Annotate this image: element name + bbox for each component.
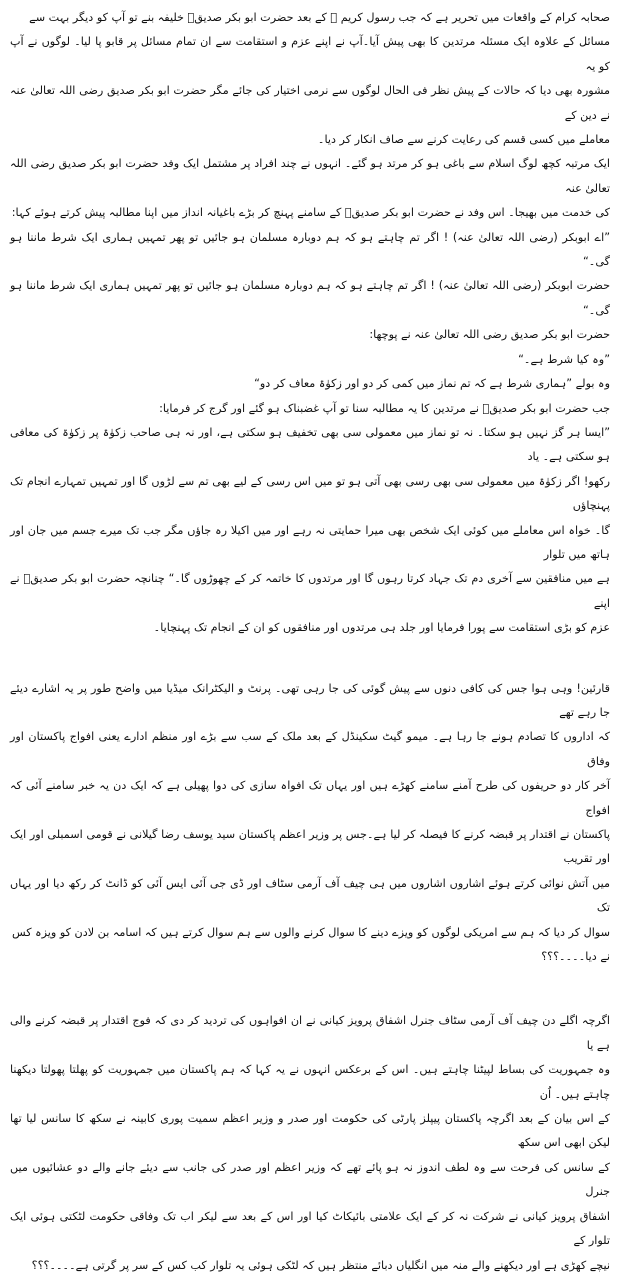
- paragraph-spacer: [10, 641, 610, 677]
- text-line: اگرچہ اگلے دن چیف آف آرمی سٹاف جنرل اشفاق پرویز کیانی نے ان افواہوں کی تردید کر دی کہ فوج اقتدار پر قبضہ کرنے والی ہے یا: [10, 1014, 610, 1052]
- text-line: مشورہ بھی دیا کہ حالات کے پیش نظر فی الحال لوگوں سے نرمی اختیار کی جائے مگر حضرت ابو بکر صدیق رضی اللہ تعالیٰ عنہ نے دین کے: [10, 84, 610, 122]
- text-line: صحابہ کرام کے واقعات میں تحریر ہے کہ جب رسول کریم ﷺ کے بعد حضرت ابو بکر صدیقؓ خلیفہ بنے تو آپ کو دیگر بہت سے: [29, 11, 610, 24]
- text-line: ہے میں منافقین سے آخری دم تک جہاد کرتا رہوں گا اور مرتدوں کا خاتمہ کر کے چھوڑوں گا۔“ چنانچہ حضرت ابو بکر صدیقؓ نے اپنے: [10, 572, 610, 610]
- text-line: کے سانس کی فرحت سے وہ لطف اندوز نہ ہو پائے تھے کہ وزیر اعظم اور صدر کی جانب سے دیئے جانے والے دو عشائیوں میں جنرل: [10, 1160, 610, 1199]
- paragraph-readers-note: [10, 677, 610, 970]
- text-line: قارئین! وہی ہوا جس کی کافی دنوں سے پیش گوئی کی جا رہی تھی۔ پرنٹ و الیکٹرانک میڈیا میں واضح طور پر یہ اشارے دیئے جا رہے تھے: [10, 681, 610, 719]
- text-line: کی خدمت میں بھیجا۔ اس وفد نے حضرت ابو بکر صدیقؓ کے سامنے پہنچ کر بڑے باغیانہ انداز میں اپنا مطالبہ پیش کرتے ہوئے کہا:: [11, 206, 610, 220]
- quote-line: ”ایسا ہر گز نہیں ہو سکتا۔ نہ تو نماز میں معمولی سی بھی تخفیف ہو سکتی ہے، اور نہ ہی صاحب زکوٰۃ پر زکوٰۃ کی معافی ہو سکتی ہے۔ یاد: [10, 425, 610, 464]
- text-line: اشفاق پرویز کیانی نے شرکت نہ کر کے ایک علامتی بائیکاٹ کیا اور اس کے بعد سے لیکر اب تک وفاقی حکومت لٹکتی ہوئی ایک تلوار کے: [10, 1209, 610, 1248]
- paragraph-spacer: [10, 969, 610, 1009]
- text-line: وہ جمہوریت کی بساط لپیٹنا چاہتے ہیں۔ اس کے برعکس انہوں نے یہ کہا کہ ہم پاکستان میں جمہوریت کو پھلتا پھولتا دیکھنا چاہتے ہیں۔ اُن: [10, 1063, 610, 1101]
- text-line: آخر کار دو حریفوں کی طرح آمنے سامنے کھڑے ہیں اور یہاں تک افواہ سازی کی دوا پھیلی ہے کہ ایک دن یہ خبر سامنے آئی کہ افواج: [10, 779, 610, 817]
- text-line: ایک مرتبہ کچھ لوگ اسلام سے باغی ہو کر مرتد ہو گئے۔ انہوں نے چند افراد پر مشتمل ایک وفد حضرت ابو بکر صدیق رضی اللہ تعالیٰ عنہ: [10, 157, 610, 195]
- text-line: معاملے میں کسی قسم کی رعایت کرنے سے صاف انکار کر دیا۔: [317, 133, 610, 147]
- text-line: نے دیا۔۔۔۔؟؟؟: [541, 950, 610, 964]
- text-line: عزم کو بڑی استقامت سے پورا فرمایا اور جلد ہی مرتدوں اور منافقوں کو ان کے انجام تک پہنچایا۔: [153, 621, 610, 635]
- text-line: کے اس بیان کے بعد اگرچہ پاکستان پیپلز پارٹی کی حکومت اور صدر و وزیر اعظم سمیت پوری کابینہ نے سکھ کا سانس لیا تھا لیکن ابھی اس سکھ: [10, 1112, 610, 1150]
- text-line: جب حضرت ابو بکر صدیقؓ نے مرتدین کا یہ مطالبہ سنا تو آپ غضبناک ہو گئے اور گرج کر فرمایا:: [159, 401, 610, 415]
- text-line: وہ بولے ”ہماری شرط ہے کہ تم نماز میں کمی کر دو اور زکوٰۃ معاف کر دو“: [254, 377, 610, 391]
- quote-line: ”وہ کیا شرط ہے۔“: [518, 352, 610, 366]
- text-line: سوال کر دیا کہ ہم سے امریکی لوگوں کو ویزے دینے کا سوال کرنے والوں سے ہم سوال کرتے ہیں کہ اسامہ بن لادن کو ویزہ کس: [11, 925, 610, 939]
- text-line: حضرت ابوبکر (رضی اللہ تعالیٰ عنہ) ! اگر تم چاہتے ہو کہ ہم دوبارہ مسلمان ہو جائیں تو پھر تمہیں ہماری ایک شرط ماننا ہو گی۔“: [10, 279, 610, 317]
- text-line: میں آتش نوائی کرتے ہوئے اشاروں اشاروں میں ہی چیف آف آرمی سٹاف اور ڈی جی آئی ایس آئی کو ڈانٹ کر رکھ دیا اور یہاں تک: [10, 876, 610, 915]
- text-line: نیچے کھڑی ہے اور دیکھنے والے منہ میں انگلیاں دبائے منتظر ہیں کہ لٹکی ہوئی یہ تلوار کب کس کے سر پر گرتی ہے۔۔۔۔؟؟؟: [31, 1258, 610, 1272]
- text-line: رکھو! اگر زکوٰۃ میں معمولی سی بھی رسی بھی آتی ہو تو میں اس رسی کے لیے بھی تم سے لڑوں گا اور تمہیں تمہارے انجام تک پہنچاؤں: [10, 474, 610, 513]
- text-line: حضرت ابو بکر صدیق رضی اللہ تعالیٰ عنہ نے پوچھا:: [369, 328, 610, 342]
- text-line: مسائل کے علاوہ ایک مسئلہ مرتدین کا بھی پیش آیا۔آپ نے اپنے عزم و استقامت سے ان تمام مسائل پر قابو پا لیا۔ لوگوں نے آپ کو یہ: [10, 35, 610, 73]
- text-line: کہ اداروں کا تصادم ہونے جا رہا ہے۔ میمو گیٹ سکینڈل کے بعد ملک کے سب سے بڑے اور منظم ادارے یعنی افواج پاکستان اور وفاق: [10, 730, 610, 768]
- paragraph-abu-bakr-story: [10, 6, 610, 641]
- paragraph-army-chief: [10, 1009, 610, 1277]
- text-line: گا۔ خواہ اس معاملے میں کوئی ایک شخص بھی میرا حمایتی نہ رہے اور میں اکیلا رہ جاؤں مگر جب تک میرے جسم میں جان اور ہاتھ میں تلوار: [10, 523, 610, 561]
- quote-line: ”اے ابوبکر (رضی اللہ تعالیٰ عنہ) ! اگر تم چاہتے ہو کہ ہم دوبارہ مسلمان ہو جائیں تو پھر تمہیں ہماری ایک شرط ماننا ہو گی۔“: [10, 230, 610, 269]
- text-line: پاکستان نے اقتدار پر قبضہ کرنے کا فیصلہ کر لیا ہے۔جس پر وزیر اعظم پاکستان سید یوسف رضا گیلانی نے قومی اسمبلی اور ایک اور تقریب: [10, 828, 610, 866]
